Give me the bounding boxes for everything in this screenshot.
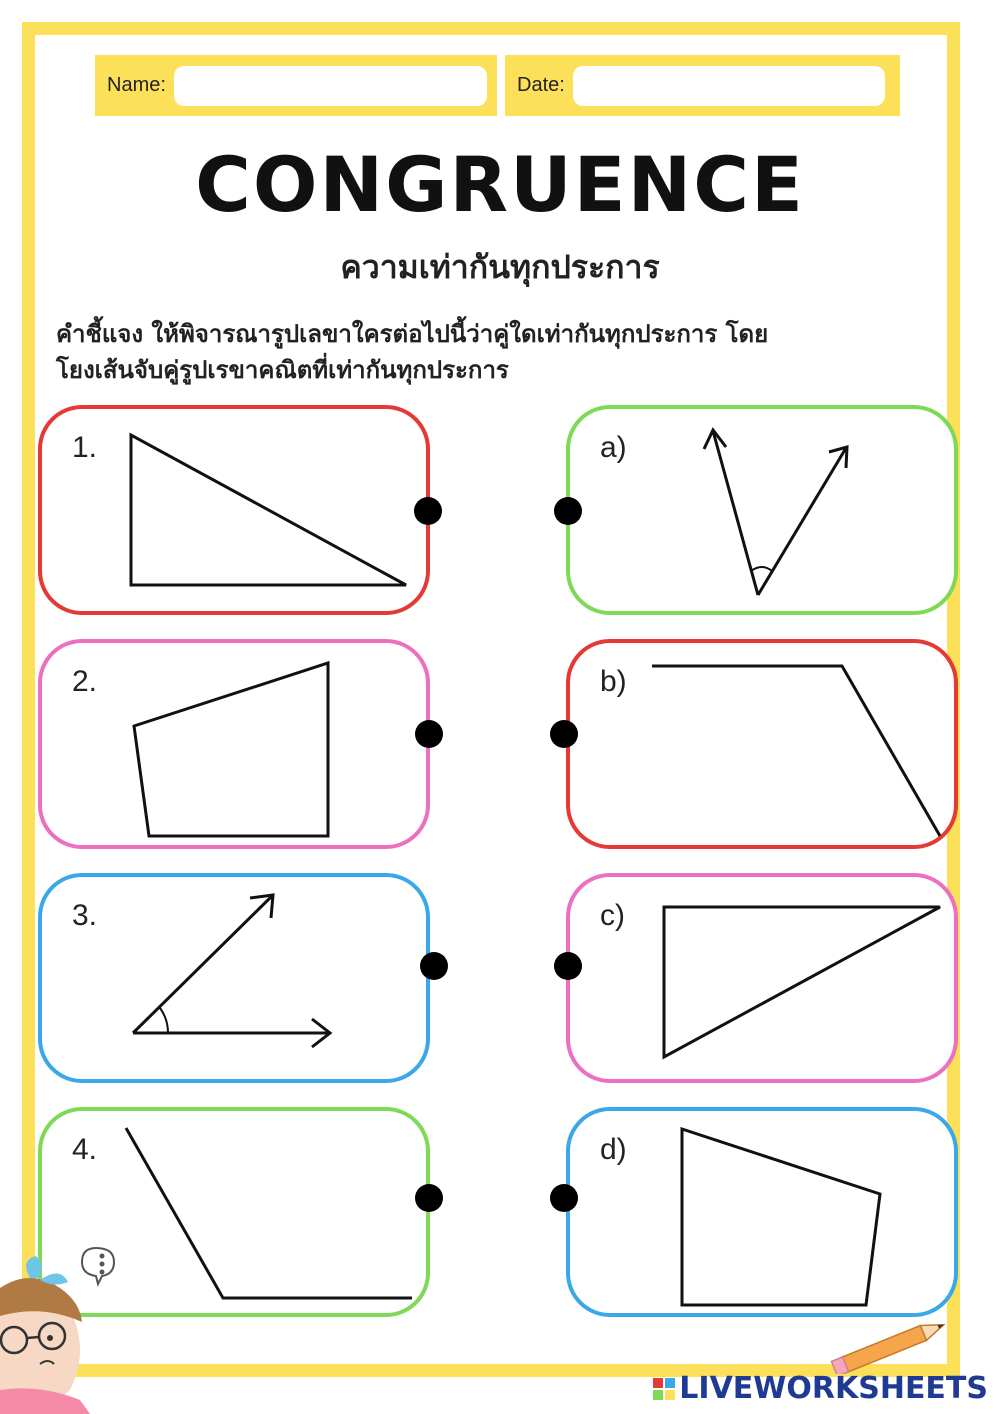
right-dot-d[interactable] xyxy=(550,1184,578,1212)
angle-shape xyxy=(42,877,434,1087)
girl-illustration xyxy=(0,1240,120,1414)
date-box xyxy=(505,55,900,116)
logo-text: LIVEWORKSHEETS xyxy=(679,1371,988,1406)
date-input[interactable] xyxy=(573,66,885,106)
angle-shape xyxy=(570,409,962,619)
pencil-illustration xyxy=(826,1318,956,1374)
instructions xyxy=(56,316,936,388)
left-dot-4[interactable] xyxy=(415,1184,443,1212)
liveworksheets-logo xyxy=(653,1371,988,1406)
left-card-2-tag: 2. xyxy=(72,665,98,698)
bent-line-shape xyxy=(570,643,962,853)
left-card-4-tag: 4. xyxy=(72,1133,98,1166)
right-triangle-shape xyxy=(570,877,962,1087)
instruction-line-2: โยงเส้นจับคู่รูปเรขาคณิตที่เท่ากันทุกประการ xyxy=(56,356,509,384)
date-label: Date: xyxy=(517,74,565,96)
left-dot-1[interactable] xyxy=(414,497,442,525)
left-card-2 xyxy=(38,639,430,849)
right-dot-c[interactable] xyxy=(554,952,582,980)
right-card-d xyxy=(566,1107,958,1317)
right-card-c xyxy=(566,873,958,1083)
right-card-b xyxy=(566,639,958,849)
page-subtitle: ความเท่ากันทุกประการ xyxy=(340,248,660,286)
left-card-3 xyxy=(38,873,430,1083)
name-box xyxy=(95,55,497,116)
left-dot-3[interactable] xyxy=(420,952,448,980)
right-dot-b[interactable] xyxy=(550,720,578,748)
right-card-a-tag: a) xyxy=(600,431,627,464)
page-title: CONGRUENCE xyxy=(195,140,805,229)
right-dot-a[interactable] xyxy=(554,497,582,525)
name-label: Name: xyxy=(107,74,166,96)
right-triangle-shape xyxy=(42,409,434,619)
right-card-b-tag: b) xyxy=(600,665,627,698)
left-card-1-tag: 1. xyxy=(72,431,98,464)
right-card-d-tag: d) xyxy=(600,1133,627,1166)
quadrilateral-shape xyxy=(570,1111,962,1321)
right-card-c-tag: c) xyxy=(600,899,625,932)
right-card-a xyxy=(566,405,958,615)
left-card-3-tag: 3. xyxy=(72,899,98,932)
name-input[interactable] xyxy=(174,66,487,106)
quadrilateral-shape xyxy=(42,643,434,853)
left-dot-2[interactable] xyxy=(415,720,443,748)
logo-icon xyxy=(653,1378,675,1400)
left-card-1 xyxy=(38,405,430,615)
instruction-line-1: คำชี้แจง ให้พิจารณารูปเลขาใครต่อไปนี้ว่าคู่ใดเท่ากันทุกประการ โดย xyxy=(56,320,769,348)
